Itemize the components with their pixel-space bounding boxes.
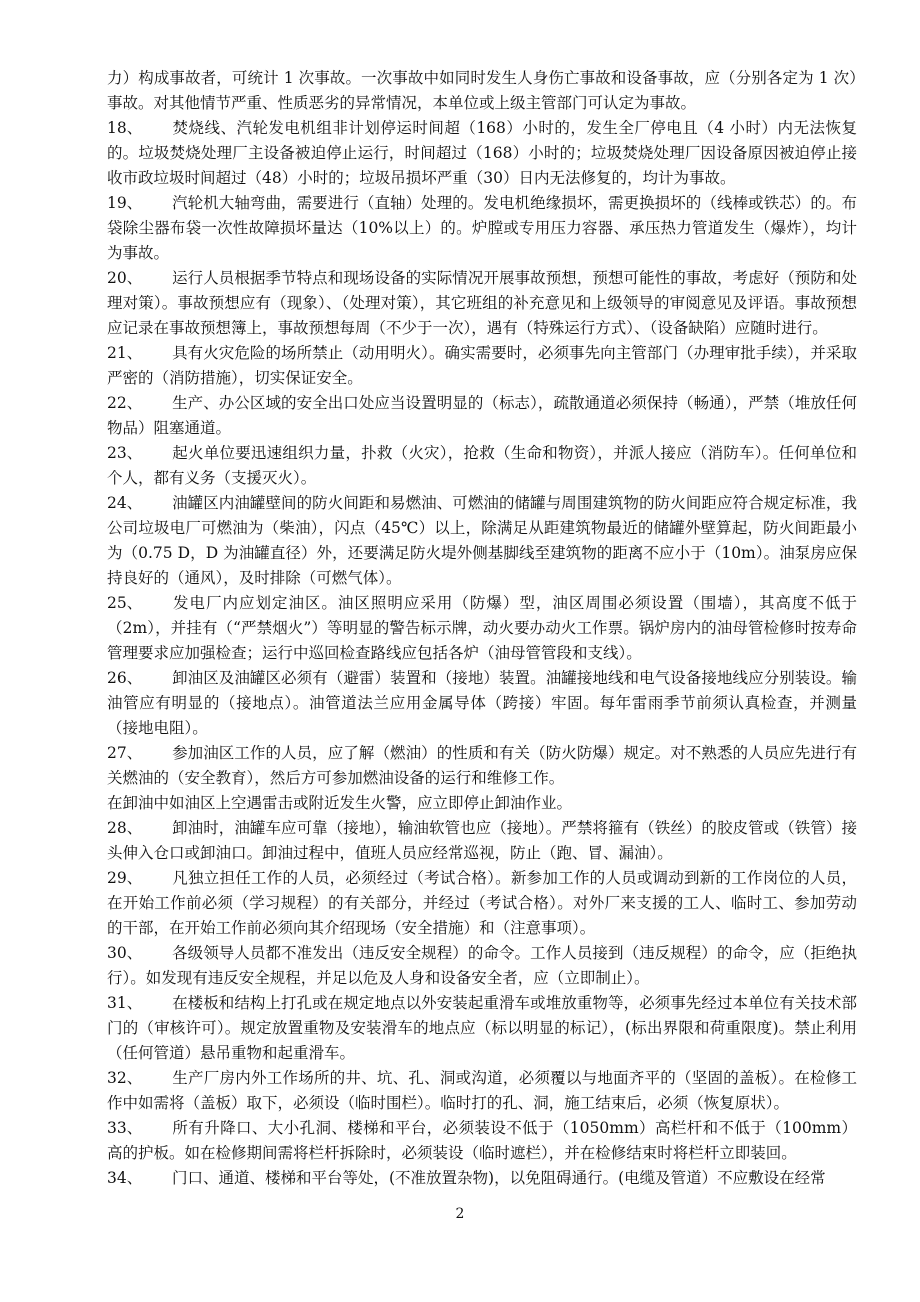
- paragraph-text: 所有升降口、大小孔洞、楼梯和平台，必须装设不低于（1050mm）高栏杆和不低于（100mm）高的护板。如在检修期间需将栏杆拆除时，必须装设（临时遮栏），并在检修结束时将栏杆立即装回。: [107, 1119, 857, 1162]
- paragraph-29: [107, 866, 857, 941]
- item-number: 29、: [107, 869, 143, 887]
- paragraph-continuation: [107, 66, 857, 116]
- paragraph-text: 发电厂内应划定油区。油区照明应采用（防爆）型，油区周围必须设置（围墙），其高度不低于（2m），并挂有（“严禁烟火”）等明显的警告标示牌，动火要办动火工作票。锅炉房内的油母管检修时按寿命管理要求应加强检查；运行中巡回检查路线应包括各炉（油母管管段和支线）。: [107, 594, 857, 662]
- paragraph-24: [107, 491, 857, 591]
- paragraph-22: [107, 391, 857, 441]
- paragraph-text: 力）构成事故者，可统计 1 次事故。一次事故中如同时发生人身伤亡事故和设备事故，应（分别各定为 1 次）事故。对其他情节严重、性质恶劣的异常情况，本单位或上级主管部门可认定为事故。: [107, 69, 857, 112]
- item-number: 33、: [107, 1119, 143, 1137]
- paragraph-20: [107, 266, 857, 341]
- paragraph-30: [107, 941, 857, 991]
- paragraph-27: [107, 741, 857, 791]
- paragraph-text: 卸油时，油罐车应可靠（接地），输油软管也应（接地）。严禁将箍有（铁丝）的胶皮管或（铁管）接头伸入仓口或卸油口。卸油过程中，值班人员应经常巡视，防止（跑、冒、漏油）。: [107, 819, 857, 862]
- paragraph-unnumbered: [107, 791, 857, 816]
- paragraph-text: 焚烧线、汽轮发电机组非计划停运时间超（168）小时的，发生全厂停电且（4 小时）内无法恢复的。垃圾焚烧处理厂主设备被迫停止运行，时间超过（168）小时的；垃圾焚烧处理厂因设备原因被迫停止接收市政垃圾时间超过（48）小时的；垃圾吊损坏严重（30）日内无法修复的，均计为事故。: [107, 119, 857, 187]
- item-number: 26、: [107, 669, 143, 687]
- paragraph-21: [107, 341, 857, 391]
- paragraph-text: 生产、办公区域的安全出口处应当设置明显的（标志），疏散通道必须保持（畅通），严禁（堆放任何物品）阻塞通道。: [107, 394, 857, 437]
- paragraph-text: 起火单位要迅速组织力量，扑救（火灾），抢救（生命和物资），并派人接应（消防车）。任何单位和个人，都有义务（支援灭火）。: [107, 444, 857, 487]
- paragraph-19: [107, 191, 857, 266]
- item-number: 21、: [107, 344, 143, 362]
- paragraph-text: 油罐区内油罐壁间的防火间距和易燃油、可燃油的储罐与周围建筑物的防火间距应符合规定标准，我公司垃圾电厂可燃油为（柴油），闪点（45℃）以上，除满足从距建筑物最近的储罐外壁算起，防火间距最小为（0.75 D，D 为油罐直径）外，还要满足防火堤外侧基脚线至建筑物的距离不应小于（10m）。油泵房应保持良好的（通风），及时排除（可燃气体）。: [107, 494, 857, 587]
- paragraph-text: 凡独立担任工作的人员，必须经过（考试合格）。新参加工作的人员或调动到新的工作岗位的人员，在开始工作前必须（学习规程）的有关部分，并经过（考试合格）。对外厂来支援的工人、临时工、参加劳动的干部，在开始工作前必须向其介绍现场（安全措施）和（注意事项）。: [107, 869, 857, 937]
- paragraph-text: 生产厂房内外工作场所的井、坑、孔、洞或沟道，必须覆以与地面齐平的（坚固的盖板）。在检修工作中如需将（盖板）取下，必须设（临时围栏）。临时打的孔、洞，施工结束后，必须（恢复原状）。: [107, 1069, 857, 1112]
- item-number: 18、: [107, 119, 143, 137]
- item-number: 30、: [107, 944, 143, 962]
- paragraph-text: 卸油区及油罐区必须有（避雷）装置和（接地）装置。油罐接地线和电气设备接地线应分别装设。输油管应有明显的（接地点）。油管道法兰应用金属导体（跨接）牢固。每年雷雨季节前须认真检查，并测量（接地电阻）。: [107, 669, 857, 737]
- paragraph-18: [107, 116, 857, 191]
- paragraph-text: 运行人员根据季节特点和现场设备的实际情况开展事故预想，预想可能性的事故，考虑好（预防和处理对策）。事故预想应有（现象）、（处理对策），其它班组的补充意见和上级领导的审阅意见及评语。事故预想应记录在事故预想簿上，事故预想每周（不少于一次），遇有（特殊运行方式）、（设备缺陷）应随时进行。: [107, 269, 857, 337]
- paragraph-text: 具有火灾危险的场所禁止（动用明火）。确实需要时，必须事先向主管部门（办理审批手续），并采取严密的（消防措施），切实保证安全。: [107, 344, 857, 387]
- paragraph-text: 汽轮机大轴弯曲，需要进行（直轴）处理的。发电机绝缘损坏，需更换损坏的（线棒或铁芯）的。布袋除尘器布袋一次性故障损坏量达（10%以上）的。炉膛或专用压力容器、承压热力管道发生（爆炸），均计为事故。: [107, 194, 857, 262]
- item-number: 20、: [107, 269, 143, 287]
- paragraph-34: [107, 1166, 857, 1191]
- item-number: 23、: [107, 444, 143, 462]
- paragraph-text: 在楼板和结构上打孔或在规定地点以外安装起重滑车或堆放重物等，必须事先经过本单位有关技术部门的（审核许可）。规定放置重物及安装滑车的地点应（标以明显的标记），(标出界限和荷重限度)。禁止利用（任何管道）悬吊重物和起重滑车。: [107, 994, 857, 1062]
- item-number: 24、: [107, 494, 143, 512]
- item-number: 22、: [107, 394, 143, 412]
- page-number: 2: [455, 1206, 465, 1222]
- document-body: [107, 66, 857, 1191]
- item-number: 34、: [107, 1169, 143, 1187]
- paragraph-28: [107, 816, 857, 866]
- item-number: 19、: [107, 194, 143, 212]
- paragraph-32: [107, 1066, 857, 1116]
- item-number: 32、: [107, 1069, 143, 1087]
- paragraph-25: [107, 591, 857, 666]
- paragraph-23: [107, 441, 857, 491]
- paragraph-text: 门口、通道、楼梯和平台等处，(不准放置杂物)，以免阻碍通行。(电缆及管道）不应敷设在经常: [172, 1169, 826, 1187]
- paragraph-text: 各级领导人员都不准发出（违反安全规程）的命令。工作人员接到（违反规程）的命令，应（拒绝执行）。如发现有违反安全规程，并足以危及人身和设备安全者，应（立即制止）。: [107, 944, 857, 987]
- item-number: 31、: [107, 994, 143, 1012]
- paragraph-text: 在卸油中如油区上空遇雷击或附近发生火警，应立即停止卸油作业。: [107, 794, 573, 812]
- item-number: 25、: [107, 594, 143, 612]
- paragraph-26: [107, 666, 857, 741]
- item-number: 27、: [107, 744, 143, 762]
- paragraph-31: [107, 991, 857, 1066]
- paragraph-33: [107, 1116, 857, 1166]
- item-number: 28、: [107, 819, 143, 837]
- paragraph-text: 参加油区工作的人员，应了解（燃油）的性质和有关（防火防爆）规定。对不熟悉的人员应先进行有关燃油的（安全教育），然后方可参加燃油设备的运行和维修工作。: [107, 744, 857, 787]
